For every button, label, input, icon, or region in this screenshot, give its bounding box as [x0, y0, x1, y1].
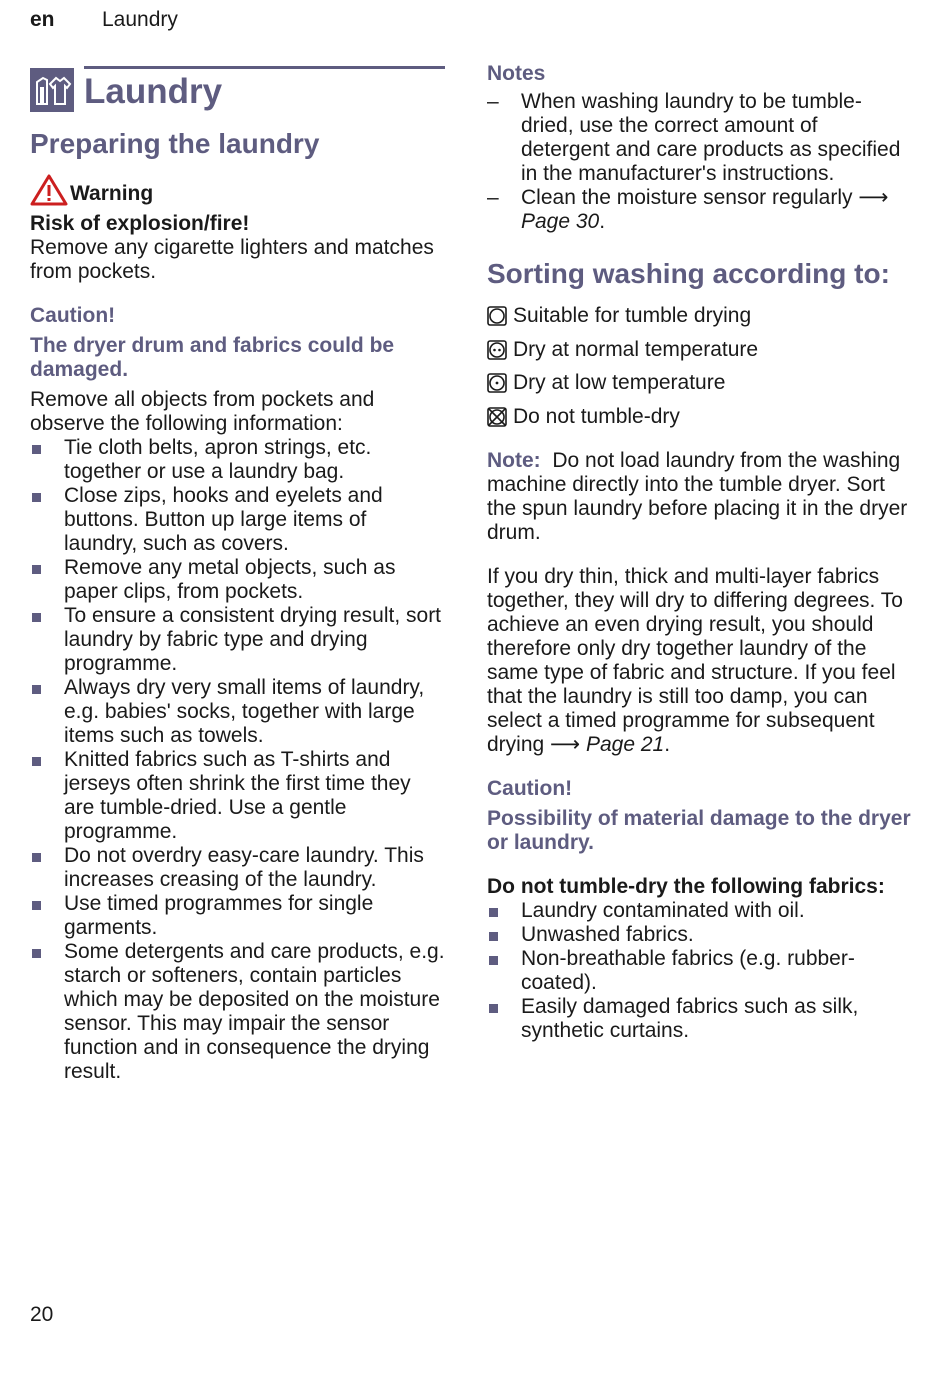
symbol-label: Dry at normal temperature [513, 337, 759, 361]
chapter-title-row [30, 62, 445, 118]
symbol-label: Suitable for tumble drying [513, 304, 752, 327]
list-item: Knitted fabrics such as T-shirts and jerseys often shrink the first time they are tumble-dried. Use a gentle programme. [30, 748, 445, 844]
section-name: Laundry [102, 8, 178, 31]
list-item: Close zips, hooks and eyelets and buttons. Button up large items of laundry, such as covers. [30, 484, 445, 556]
caution-subtitle: The dryer drum and fabrics could be damaged. [30, 334, 395, 381]
symbol-row [487, 304, 912, 328]
paragraph-end: . [664, 732, 671, 756]
symbol-row [487, 371, 912, 395]
tumble-dry-normal-icon [487, 340, 507, 360]
list-item: – When washing laundry to be tumble-dried, use the correct amount of detergent and care products as specified in the manufacturer's instructions. [453, 90, 912, 186]
symbol-label: Do not tumble-dry [513, 404, 680, 428]
preparing-heading: Preparing the laundry [30, 128, 320, 159]
list-item: Remove any metal objects, such as paper clips, from pockets. [30, 556, 445, 604]
list-item: Unwashed fabrics. [487, 923, 912, 947]
running-header [30, 8, 178, 32]
language-code: en [30, 8, 55, 31]
page-reference-link[interactable]: Page 30 [521, 210, 600, 233]
arrow-icon: ⟶ [550, 732, 581, 756]
caution-subtitle: Possibility of material damage to the dryer or laundry. [487, 806, 911, 854]
donot-heading: Do not tumble-dry the following fabrics: [487, 874, 885, 898]
laundry-icon [30, 68, 74, 112]
warning-label-row [30, 174, 445, 206]
sorting-heading: Sorting washing according to: [487, 258, 890, 289]
arrow-icon: ⟶ [858, 186, 889, 209]
caution-label: Caution! [30, 304, 116, 327]
note-text: Clean the moisture sensor regularly [521, 186, 853, 209]
notes-list [453, 90, 912, 234]
list-item [453, 186, 912, 234]
warning-label: Warning [70, 182, 154, 205]
symbol-label: Dry at low temperature [513, 371, 726, 394]
left-column [30, 62, 445, 1084]
do-not-tumble-dry-icon [487, 407, 507, 427]
list-item: Use timed programmes for single garments. [30, 892, 445, 940]
list-item: Non-breathable fabrics (e.g. rubber-coated). [487, 947, 912, 995]
list-item: Always dry very small items of laundry, e.g. babies' socks, together with large items such as towels. [30, 676, 445, 748]
note-end: . [599, 210, 606, 233]
list-item: To ensure a consistent drying result, sort laundry by fabric type and drying programme. [30, 604, 445, 676]
caution-label: Caution! [487, 776, 573, 800]
page-reference-link[interactable]: Page 21 [586, 732, 665, 756]
warning-triangle-icon [30, 174, 68, 206]
notes-label: Notes [487, 62, 546, 85]
caution-intro: Remove all objects from pockets and observe the following information: [30, 388, 375, 435]
right-column [487, 62, 912, 1043]
list-item: Laundry contaminated with oil. [487, 899, 912, 923]
list-item: Some detergents and care products, e.g. starch or softeners, contain particles which may be deposited on the moisture sensor. This may impair the sensor function and in consequence the drying result. [30, 940, 445, 1084]
warning-risk: Risk of explosion/fire! [30, 212, 250, 235]
tumble-dry-low-icon [487, 373, 507, 393]
title-rule [84, 66, 445, 69]
note-text: Do not load laundry from the washing machine directly into the tumble dryer. Sort the spun laundry before placing it in the dryer drum. [487, 448, 908, 544]
note-paragraph [487, 449, 912, 545]
donot-list [487, 899, 912, 1043]
warning-text: Remove any cigarette lighters and matches from pockets. [30, 236, 434, 283]
body-paragraph [487, 565, 912, 757]
list-item: Tie cloth belts, apron strings, etc. together or use a laundry bag. [30, 436, 445, 484]
list-item: Easily damaged fabrics such as silk, synthetic curtains. [487, 995, 912, 1043]
caution-list [30, 436, 445, 1084]
tumble-dry-suitable-icon [487, 306, 507, 326]
list-item: Do not overdry easy-care laundry. This increases creasing of the laundry. [30, 844, 445, 892]
page-number: 20 [30, 1303, 54, 1326]
note-label: Note: [487, 448, 541, 472]
symbol-row [487, 405, 912, 429]
paragraph-text: If you dry thin, thick and multi-layer fabrics together, they will dry to differing degrees. To achieve an even drying result, you should therefore only dry together laundry of the same type of fabric and structure. If you feel that the laundry is still too damp, you can select a timed programme for subsequent drying [487, 564, 903, 756]
chapter-title: Laundry [84, 72, 223, 111]
symbol-row [487, 338, 912, 362]
